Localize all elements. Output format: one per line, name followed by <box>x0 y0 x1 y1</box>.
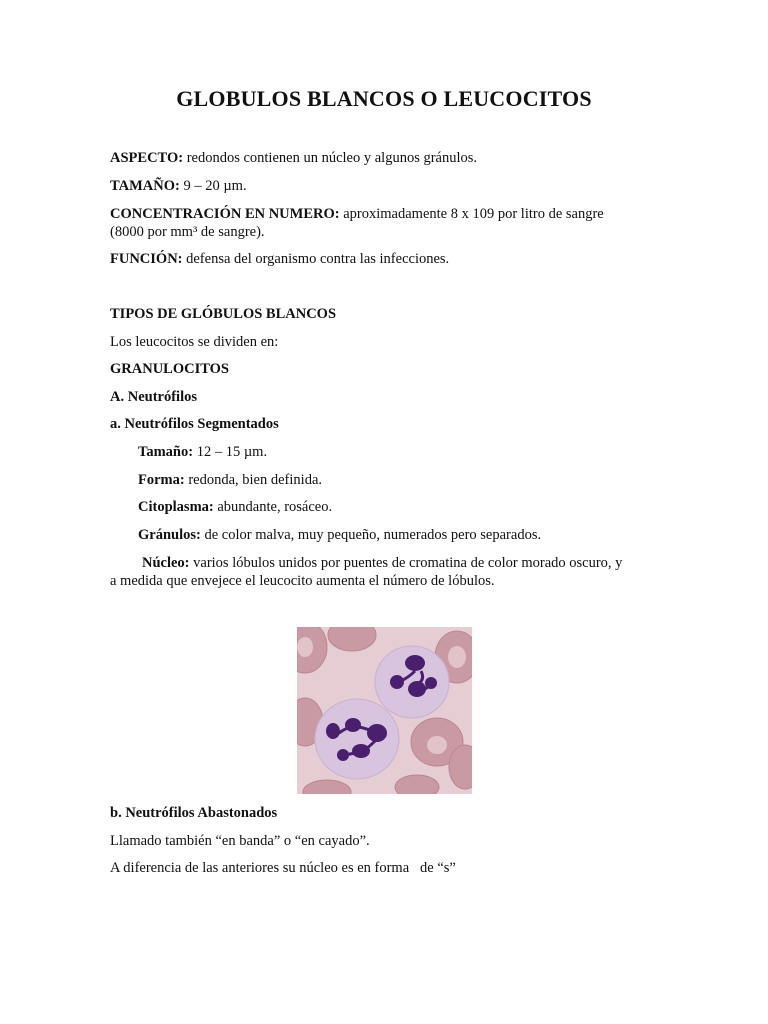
funcion-line <box>110 250 670 268</box>
seg-granulos-text: de color malva, muy pequeño, numerados pero separados. <box>200 527 542 543</box>
aspecto-text: redondos contienen un núcleo y algunos gránulos. <box>183 150 478 166</box>
abastonados-line-2: A diferencia de las anteriores su núcleo es en forma de “s” <box>110 860 456 876</box>
tipos-heading: TIPOS DE GLÓBULOS BLANCOS <box>110 306 337 322</box>
concentracion-label: CONCENTRACIÓN EN NUMERO: <box>110 206 340 222</box>
neutrophil-upper <box>375 646 449 718</box>
seg-forma-line <box>138 471 698 489</box>
neutrophil-micrograph <box>297 627 472 794</box>
seg-forma-label: Forma: <box>138 472 185 488</box>
tamano-label: TAMAÑO: <box>110 178 180 194</box>
seg-nucleo-line <box>110 554 670 572</box>
concentracion-text: aproximadamente 8 x 109 por litro de sangre <box>339 206 604 222</box>
cytoplasm <box>315 699 399 779</box>
funcion-label: FUNCIÓN: <box>110 251 183 267</box>
seg-nucleo-text: varios lóbulos unidos por puentes de cromatina de color morado oscuro, y <box>189 555 623 571</box>
funcion-text: defensa del organismo contra las infecciones. <box>182 251 450 267</box>
abastonados-heading: b. Neutrófilos Abastonados <box>110 805 278 821</box>
tipos-lead: Los leucocitos se dividen en: <box>110 334 279 350</box>
seg-citoplasma-text: abundante, rosáceo. <box>213 499 333 515</box>
seg-nucleo-line-2: a medida que envejece el leucocito aumenta el número de lóbulos. <box>110 573 495 589</box>
segmentados-heading: a. Neutrófilos Segmentados <box>110 416 279 432</box>
tamano-line <box>110 177 670 195</box>
granulocitos-heading: GRANULOCITOS <box>110 361 229 377</box>
neutrophil-lower <box>315 699 399 779</box>
seg-citoplasma-line <box>138 498 698 516</box>
neutrofilos-heading: A. Neutrófilos <box>110 389 197 405</box>
seg-tamano-line <box>138 443 698 461</box>
seg-granulos-label: Gránulos: <box>138 527 201 543</box>
concentracion-line-2: (8000 por mm³ de sangre). <box>110 224 265 240</box>
seg-citoplasma-label: Citoplasma: <box>138 499 214 515</box>
document-title: GLOBULOS BLANCOS O LEUCOCITOS <box>176 86 592 111</box>
seg-tamano-text: 12 – 15 µm. <box>193 444 268 460</box>
seg-granulos-line <box>138 526 698 544</box>
aspecto-label: ASPECTO: <box>110 150 184 166</box>
seg-nucleo-label: Núcleo: <box>142 555 190 571</box>
abastonados-line-1: Llamado también “en banda” o “en cayado”. <box>110 833 370 849</box>
seg-tamano-label: Tamaño: <box>138 444 194 460</box>
seg-forma-text: redonda, bien definida. <box>184 472 322 488</box>
aspecto-line <box>110 149 670 167</box>
tamano-text: 9 – 20 µm. <box>179 178 247 194</box>
concentracion-line <box>110 205 670 223</box>
